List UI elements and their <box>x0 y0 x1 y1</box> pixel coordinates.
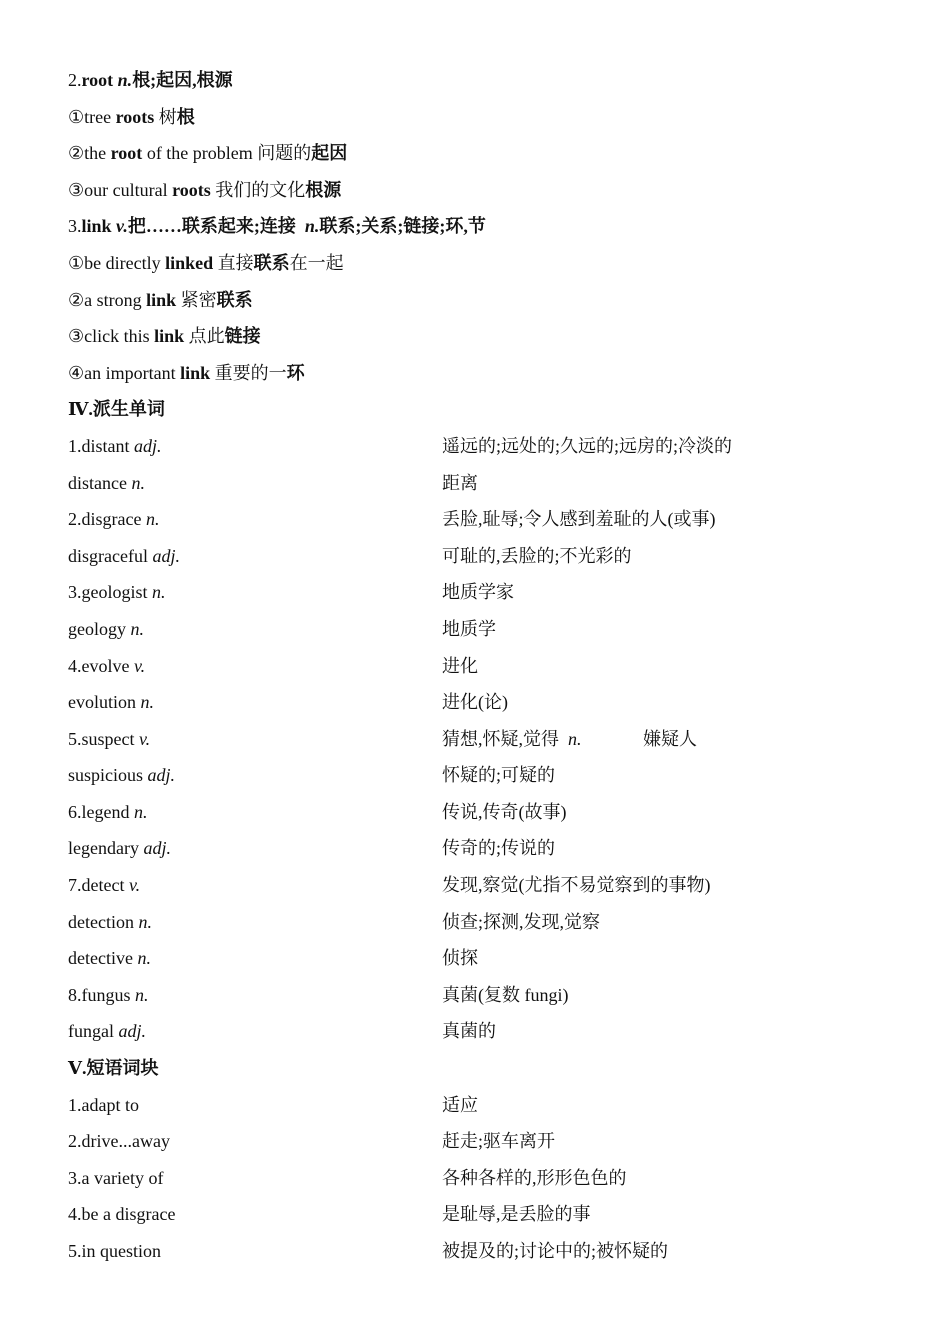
meaning: 把……联系起来;连接 <box>127 216 296 237</box>
word: 5.suspect <box>68 728 139 749</box>
meaning: 进化(论) <box>442 692 508 713</box>
section-title-derivatives: Ⅳ.派生单词 <box>68 399 165 420</box>
word: fungal <box>68 1021 119 1042</box>
example-keyword-zh: 链接 <box>224 326 261 347</box>
example-prefix: ②a strong <box>68 289 147 310</box>
word: legendary <box>68 838 144 859</box>
derivative-word <box>68 904 152 941</box>
derivative-word <box>68 721 150 758</box>
phrase-row <box>68 1123 888 1160</box>
word: detection <box>68 911 139 932</box>
phrase-meaning: 赶走;驱车离开 <box>442 1131 556 1152</box>
derivative-word <box>68 1013 146 1050</box>
derivative-word <box>68 611 144 648</box>
part-of-speech: n. <box>152 582 166 603</box>
derivative-meaning <box>442 501 716 538</box>
derivative-meaning <box>442 648 478 685</box>
meaning-alt: 嫌疑人 <box>643 728 697 749</box>
derivative-meaning <box>442 684 508 721</box>
derivative-meaning <box>442 721 582 758</box>
derivative-row <box>68 428 888 465</box>
part-of-speech: n. <box>131 472 145 493</box>
example-keyword-zh: 环 <box>286 362 305 383</box>
derivative-word <box>68 538 180 575</box>
phrase: 2.drive...away <box>68 1131 170 1152</box>
derivative-meaning <box>442 757 555 794</box>
meaning: 联系;关系;链接;环,节 <box>319 216 486 237</box>
word: geology <box>68 618 131 639</box>
part-of-speech: v. <box>128 875 141 896</box>
meaning: 猜想,怀疑,觉得 <box>442 728 559 749</box>
word: 8.fungus <box>68 984 135 1005</box>
derivative-meaning <box>442 977 568 1014</box>
derivative-meaning <box>442 794 567 831</box>
meaning: 可耻的,丢脸的;不光彩的 <box>442 545 632 566</box>
derivative-word <box>68 940 151 977</box>
headword: link <box>81 216 112 237</box>
derivative-word <box>68 977 149 1014</box>
derivative-row <box>68 574 888 611</box>
derivative-word <box>68 830 171 867</box>
part-of-speech: v. <box>116 216 128 237</box>
word: detective <box>68 948 138 969</box>
section-title-phrases: Ⅴ.短语词块 <box>68 1058 159 1079</box>
derivative-row <box>68 904 888 941</box>
meaning: 距离 <box>442 472 478 493</box>
part-of-speech: n. <box>133 801 148 822</box>
example-keyword-zh: 根源 <box>305 179 342 200</box>
phrase-meaning: 各种各样的,形形色色的 <box>442 1167 627 1188</box>
derivative-word <box>68 794 147 831</box>
derivative-word <box>68 684 154 721</box>
derivative-word <box>68 757 175 794</box>
part-of-speech: adj. <box>134 435 162 456</box>
derivative-row <box>68 977 888 1014</box>
meaning: 侦查;探测,发现,觉察 <box>442 911 601 932</box>
phrase-row <box>68 1233 888 1270</box>
phrase-row <box>68 1160 888 1197</box>
derivative-word <box>68 428 162 465</box>
meaning: 地质学 <box>442 618 496 639</box>
meaning: 发现,察觉(尤指不易觉察到的事物) <box>442 875 711 896</box>
example-suffix: 在一起 <box>289 252 344 273</box>
example-prefix: ②the <box>68 143 111 164</box>
phrase-row <box>68 1196 888 1233</box>
example-keyword: root <box>110 143 143 164</box>
example-line <box>68 99 888 136</box>
example-line <box>68 245 888 282</box>
meaning: 丢脸,耻辱;令人感到羞耻的人(或事) <box>442 509 716 530</box>
derivative-word <box>68 465 145 502</box>
phrase: 5.in question <box>68 1241 161 1261</box>
document-page <box>68 62 888 1270</box>
part-of-speech: adj. <box>152 545 180 566</box>
derivative-meaning <box>442 611 496 648</box>
entry-root-header <box>68 62 888 99</box>
derivative-word <box>68 501 159 538</box>
phrase-meaning: 适应 <box>442 1094 478 1115</box>
word: suspicious <box>68 765 148 786</box>
derivative-row <box>68 940 888 977</box>
part-of-speech: adj. <box>118 1021 146 1042</box>
phrase: 4.be a disgrace <box>68 1204 176 1225</box>
meaning: 侦探 <box>442 948 478 969</box>
example-text: 我们的文化 <box>210 179 306 200</box>
derivative-meaning <box>442 538 632 575</box>
headword: root <box>81 70 114 90</box>
word: disgraceful <box>68 545 153 566</box>
example-prefix: ④an important <box>68 362 181 383</box>
example-text: of the problem 问题的 <box>142 143 312 164</box>
meaning: 传说,传奇(故事) <box>442 801 567 822</box>
part-of-speech: v. <box>133 655 146 676</box>
part-of-speech: n. <box>145 509 160 530</box>
part-of-speech: adj. <box>143 838 171 859</box>
derivative-meaning <box>442 465 478 502</box>
example-line <box>68 135 888 172</box>
example-keyword-zh: 联系 <box>253 252 290 273</box>
derivative-row <box>68 757 888 794</box>
phrase-meaning: 是耻辱,是丢脸的事 <box>442 1204 591 1225</box>
word: 7.detect <box>68 875 129 896</box>
phrase-meaning: 被提及的;讨论中的;被怀疑的 <box>442 1241 669 1261</box>
word: 1.distant <box>68 435 134 456</box>
word: distance <box>68 472 132 493</box>
derivative-row <box>68 538 888 575</box>
derivative-row <box>68 721 888 758</box>
part-of-speech: n. <box>137 948 151 969</box>
derivative-meaning <box>442 940 478 977</box>
meaning: 进化 <box>442 655 478 676</box>
meaning: 真菌(复数 fungi) <box>442 984 569 1005</box>
derivative-word <box>68 574 166 611</box>
meaning: 遥远的;远处的;久远的;远房的;冷淡的 <box>442 435 733 456</box>
derivative-row <box>68 1013 888 1050</box>
example-keyword: link <box>146 289 177 310</box>
derivative-row <box>68 867 888 904</box>
entry-number: 2. <box>68 70 82 90</box>
example-keyword-zh: 根 <box>176 106 195 127</box>
example-line <box>68 318 888 355</box>
derivative-meaning <box>442 830 555 867</box>
example-keyword: roots <box>172 179 211 200</box>
meaning: 传奇的;传说的 <box>442 838 556 859</box>
example-keyword: link <box>154 326 185 347</box>
word: evolution <box>68 692 141 713</box>
example-prefix: ③our cultural <box>68 179 173 200</box>
example-prefix: ①be directly <box>68 252 166 273</box>
derivative-row <box>68 830 888 867</box>
part-of-speech: n. <box>117 70 133 90</box>
derivative-row <box>68 794 888 831</box>
derivative-word <box>68 648 145 685</box>
example-keyword: roots <box>115 106 155 127</box>
example-line <box>68 172 888 209</box>
part-of-speech: n. <box>138 911 152 932</box>
word: 3.geologist <box>68 582 152 603</box>
example-keyword: link <box>180 362 211 383</box>
example-prefix: ①tree <box>68 106 116 127</box>
example-text: 重要的一 <box>210 362 287 383</box>
derivative-row <box>68 684 888 721</box>
entry-link-header <box>68 208 888 245</box>
derivative-word <box>68 867 140 904</box>
example-keyword: linked <box>165 252 214 273</box>
example-text: 紧密 <box>176 289 217 310</box>
part-of-speech: n. <box>130 618 144 639</box>
example-keyword-zh: 联系 <box>216 289 253 310</box>
derivative-meaning <box>442 574 514 611</box>
derivative-meaning <box>442 867 711 904</box>
word: 2.disgrace <box>68 509 146 530</box>
example-prefix: ③click this <box>68 326 155 347</box>
part-of-speech: n. <box>304 216 320 237</box>
phrase: 1.adapt to <box>68 1094 139 1115</box>
example-line <box>68 355 888 392</box>
derivative-meaning <box>442 904 600 941</box>
meaning: 怀疑的;可疑的 <box>442 765 556 786</box>
meaning: 地质学家 <box>442 582 514 603</box>
example-keyword-zh: 起因 <box>311 143 348 164</box>
phrase: 3.a variety of <box>68 1167 164 1188</box>
word: 6.legend <box>68 801 134 822</box>
derivative-meaning <box>442 1013 496 1050</box>
derivative-meaning <box>442 428 732 465</box>
part-of-speech: n. <box>135 984 149 1005</box>
derivative-row <box>68 648 888 685</box>
part-of-speech: n. <box>568 728 582 749</box>
entry-number: 3. <box>68 216 82 237</box>
meaning: 根;起因,根源 <box>132 70 233 90</box>
part-of-speech: adj. <box>147 765 176 786</box>
example-text: 直接 <box>213 252 254 273</box>
phrase-row <box>68 1087 888 1124</box>
derivative-row <box>68 501 888 538</box>
meaning: 真菌的 <box>442 1021 496 1042</box>
part-of-speech: v. <box>139 728 151 749</box>
example-text: 点此 <box>184 326 225 347</box>
part-of-speech: n. <box>140 692 154 713</box>
derivative-row <box>68 611 888 648</box>
word: 4.evolve <box>68 655 134 676</box>
example-text: 树 <box>154 106 177 127</box>
derivative-row <box>68 465 888 502</box>
example-line <box>68 282 888 319</box>
